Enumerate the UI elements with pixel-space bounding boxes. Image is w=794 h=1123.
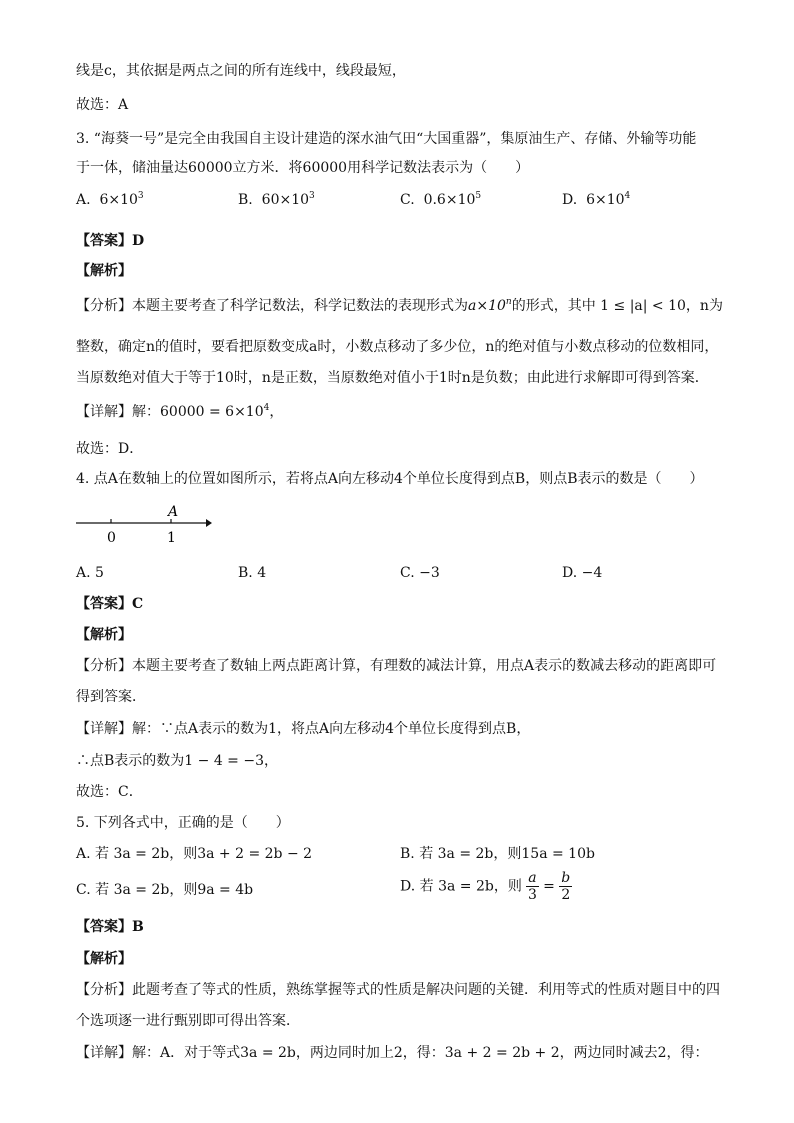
analysis-label: 【解析】 bbox=[76, 951, 132, 967]
tick-one-label: 1 bbox=[167, 530, 176, 546]
q5-choice-d: D. 若 3a = 2b，则 $\frac{a}{3}$ = $\frac{b}{2}$ bbox=[400, 870, 571, 903]
analysis-label: 【解析】 bbox=[76, 627, 132, 643]
analysis-text-cont: 当原数绝对值大于等于10时，n是正数，当原数绝对值小于1时n是负数；由此进行求解即可得到答案． bbox=[76, 370, 709, 386]
q3-choice-d: D. $6\times 10^4$ bbox=[562, 191, 631, 208]
detail-solution: 【详解】解：∵点A表示的数为1，将点A向左移动4个单位长度得到点B， bbox=[76, 721, 531, 737]
fraction-a-over-3: $\frac{a}{3}$ bbox=[528, 870, 537, 903]
detail-solution-cont: ∴点B表示的数为1 − 4 = −3， bbox=[76, 753, 279, 769]
detail-solution: 【详解】解：$60000 = 6\times 10^4$， bbox=[76, 403, 284, 420]
q4-choice-c: C. −3 bbox=[400, 565, 440, 581]
question-4-stem: 4. 点A在数轴上的位置如图所示，若将点A向左移动4个单位长度得到点B，则点B表示的数是（ ） bbox=[76, 471, 704, 487]
analysis-text-cont: 整数，确定n的值时，要看把原数变成a时，小数点移动了多少位，n的绝对值与小数点移动的位数相同， bbox=[76, 339, 719, 355]
point-a-label: A bbox=[168, 504, 179, 520]
q5-choice-c: C. 若 3a = 2b，则9a = 4b bbox=[76, 882, 254, 898]
answer-choice-line: 故选：C． bbox=[76, 784, 143, 800]
question-3-stem: 3. “海葵一号”是完全由我国自主设计建造的深水油气田“大国重器”，集原油生产、存储、外输等功能 bbox=[76, 131, 697, 147]
q4-choice-d: D. −4 bbox=[562, 565, 603, 581]
analysis-text-cont: 个选项逐一进行甄别即可得出答案． bbox=[76, 1013, 300, 1029]
q4-choice-b: B. 4 bbox=[238, 565, 267, 581]
q5-choice-a: A. 若 3a = 2b，则3a + 2 = 2b − 2 bbox=[76, 846, 313, 862]
q3-choice-c: C. $0.6\times 10^5$ bbox=[400, 191, 482, 208]
analysis-label: 【解析】 bbox=[76, 263, 132, 279]
answer-choice-line: 故选：D． bbox=[76, 441, 144, 457]
answer-label: 【答案】B bbox=[76, 919, 144, 935]
analysis-text: 【分析】本题主要考查了数轴上两点距离计算，有理数的减法计算，用点A表示的数减去移动的距离即可 bbox=[76, 658, 717, 674]
q5-choice-b: B. 若 3a = 2b，则15a = 10b bbox=[400, 846, 595, 862]
q4-choice-a: A. 5 bbox=[76, 565, 104, 581]
detail-solution: 【详解】解：A．对于等式3a = 2b，两边同时加上2，得：3a + 2 = 2b + 2，两边同时减去2，得： bbox=[76, 1045, 709, 1061]
q3-choice-b: B. $60\times 10^3$ bbox=[238, 191, 315, 208]
analysis-text-cont: 得到答案． bbox=[76, 689, 146, 705]
answer-label: 【答案】C bbox=[76, 596, 144, 612]
fraction-b-over-2: $\frac{b}{2}$ bbox=[561, 870, 571, 903]
analysis-text: 【分析】本题主要考查了科学记数法，科学记数法的表现形式为$a\times 10^n$的形式，其中 1 ≤ |a| < 10，n为 bbox=[76, 297, 723, 314]
analysis-text: 【分析】此题考查了等式的性质，熟练掌握等式的性质是解决问题的关键．利用等式的性质对题目中的四 bbox=[76, 982, 720, 998]
tick-zero-label: 0 bbox=[107, 530, 116, 546]
answer-label: 【答案】D bbox=[76, 233, 145, 249]
q3-choice-a: A. $6\times 10^3$ bbox=[76, 191, 144, 208]
number-line-arrow bbox=[206, 519, 212, 527]
number-line-figure bbox=[74, 500, 224, 546]
answer-choice-line: 故选：A bbox=[76, 97, 129, 113]
text-line: 线是c，其依据是两点之间的所有连线中，线段最短， bbox=[76, 63, 406, 79]
question-3-stem-cont: 于一体，储油量达60000立方米．将60000用科学记数法表示为（ ） bbox=[76, 160, 530, 176]
question-5-stem: 5. 下列各式中，正确的是（ ） bbox=[76, 815, 290, 831]
